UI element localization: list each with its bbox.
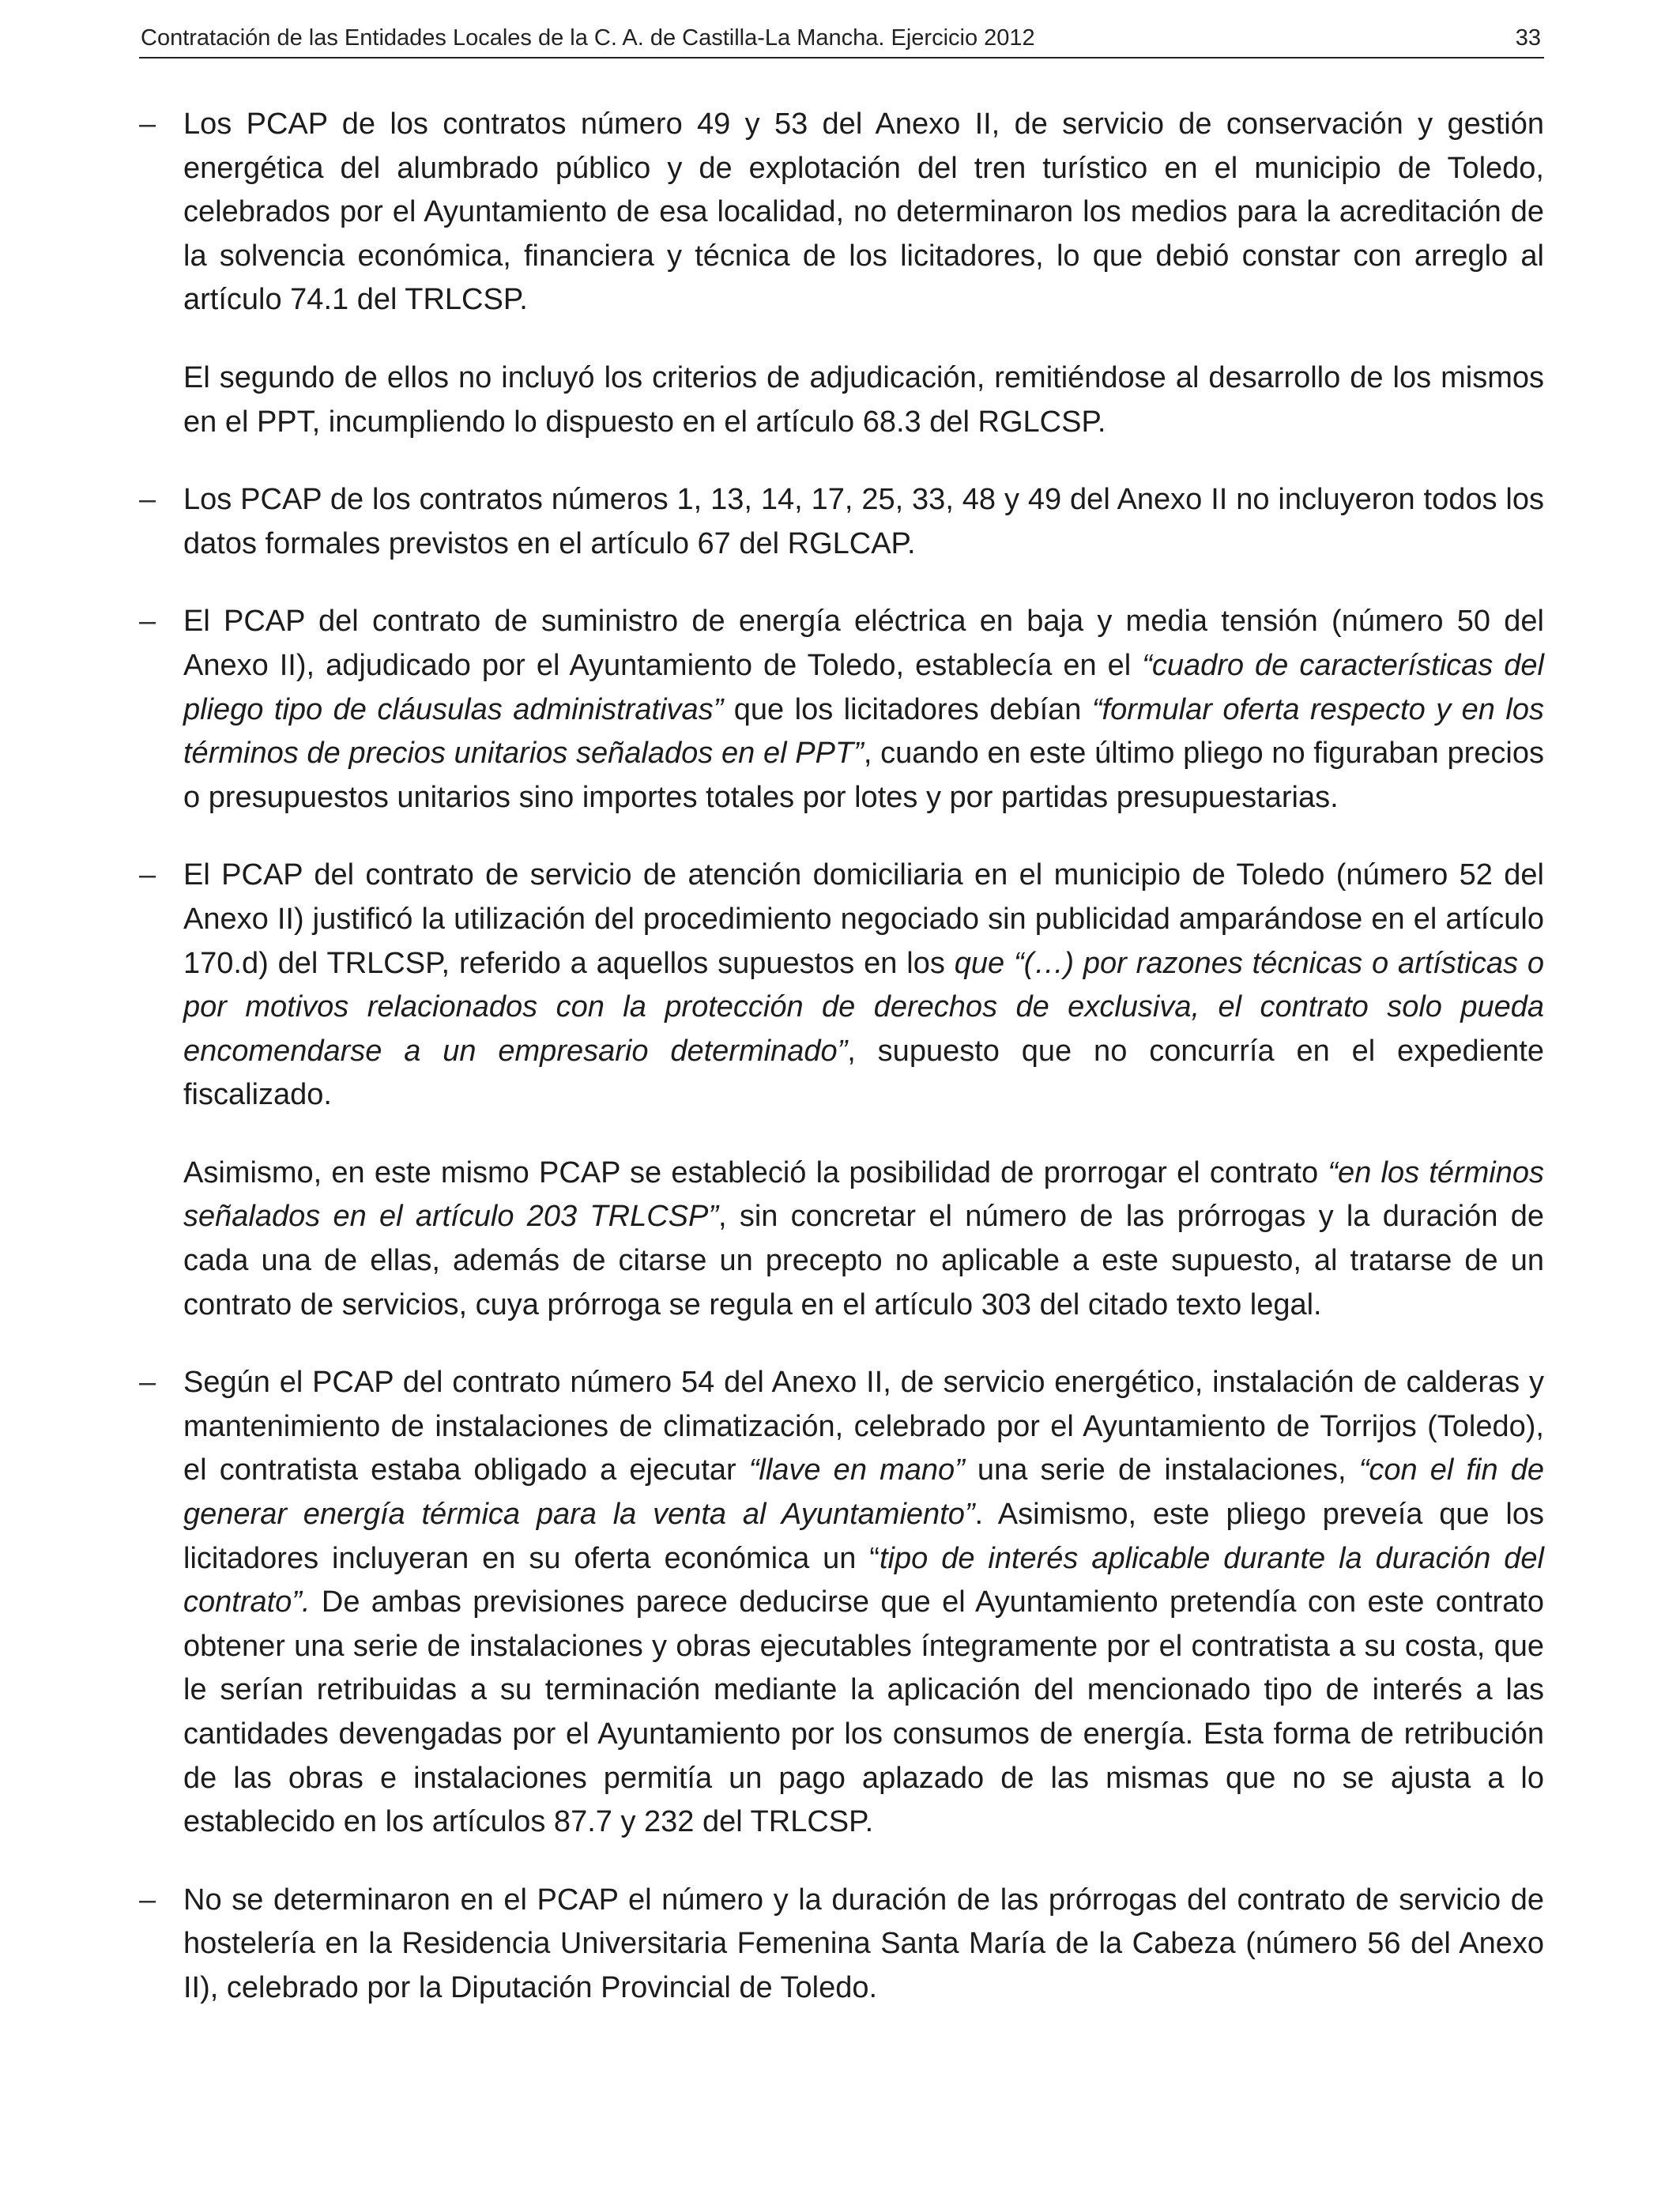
quoted-text: tipo de interés aplicable durante la duración del contrato”. [183,1541,1544,1619]
paragraph-text: El PCAP del contrato de servicio de atención domiciliaria en el municipio de Toledo (número 52 del Anexo II) justificó la utilización del procedimiento negociado sin publicidad amparándose en el artículo 170.d) del TRLCSP, referido a aquellos supuestos en los [183,858,1544,980]
paragraph [183,854,1544,1118]
list-item [139,854,1544,1327]
page-number: 33 [1515,25,1541,51]
header-title: Contratación de las Entidades Locales de la C. A. de Castilla-La Mancha. Ejercicio 2012 [141,25,1035,51]
paragraph-text: una serie de instalaciones, [964,1453,1359,1487]
paragraph [183,103,1544,322]
dash-bullet: – [139,483,156,517]
dash-bullet: – [139,1366,156,1400]
paragraph [183,356,1544,444]
paragraph-text: Según el PCAP del contrato número 54 del Anexo II, de servicio energético, instalación de calderas y mantenimiento de instalaciones de climatización, celebrado por el Ayuntamiento de Torrijos (Toledo), el contratista estaba obligado a ejecutar [183,1366,1544,1487]
paragraph [183,478,1544,566]
quoted-text: “cuadro de características del pliego tipo de cláusulas administrativas” [183,648,1544,726]
dash-bullet: – [139,1883,156,1917]
paragraph-text: , cuando en este último pliego no figuraban precios o presupuestos unitarios sino importes totales por lotes y por partidas presupuestarias. [183,737,1544,814]
paragraph [183,600,1544,820]
list-item [139,1361,1544,1845]
paragraph-text: Asimismo, en este mismo PCAP se estableció la posibilidad de prorrogar el contrato [183,1155,1328,1189]
list-item [139,600,1544,820]
running-header [139,22,1544,58]
paragraph-text: que los licitadores debían [723,692,1092,726]
paragraph-text: El PCAP del contrato de suministro de energía eléctrica en baja y media tensión (número 50 del Anexo II), adjudicado por el Ayuntamiento de Toledo, establecía en el [183,605,1544,682]
list-item [139,478,1544,566]
paragraph [183,1879,1544,2011]
paragraph-text: No se determinaron en el PCAP el número y la duración de las prórrogas del contrato de servicio de hostelería en la Residencia Universitaria Femenina Santa María de la Cabeza (número 56 del Anexo II), celebrado por la Diputación Provincial de Toledo. [183,1883,1544,2004]
quoted-text: “formular oferta respecto y en los términos de precios unitarios señalados en el PPT” [183,692,1544,771]
paragraph-text: , supuesto que no concurría en el expediente fiscalizado. [183,1034,1544,1112]
paragraph-text: De ambas previsiones parece deducirse que el Ayuntamiento pretendía con este contrato obtener una serie de instalaciones y obras ejecutables íntegramente por el contratista a su costa, que le serían retribuidas a su terminación mediante la aplicación del mencionado tipo de interés a las cantidades devengadas por el Ayuntamiento por los consumos de energía. Esta forma de retribución de las obras e instalaciones permitía un pago aplazado de las mismas que no se ajusta a lo establecido en los artículos 87.7 y 232 del TRLCSP. [183,1585,1544,1839]
paragraph-text: . Asimismo, este pliego preveía que los licitadores incluyeran en su oferta económica un “ [183,1498,1545,1575]
paragraph [183,1152,1544,1327]
paragraph-text: Los PCAP de los contratos números 1, 13, 14, 17, 25, 33, 48 y 49 del Anexo II no incluyeron todos los datos formales previstos en el artículo 67 del RGLCAP. [183,483,1544,560]
dash-bullet: – [139,605,156,639]
quoted-text: que “(…) por razones técnicas o artísticas o por motivos relacionados con la protección de derechos de exclusiva, el contrato solo pueda encomendarse a un empresario determinado” [183,946,1544,1068]
document-body [139,103,1544,2045]
dash-bullet: – [139,107,156,141]
dash-bullet: – [139,858,156,892]
paragraph-text: El segundo de ellos no incluyó los criterios de adjudicación, remitiéndose al desarrollo de los mismos en el PPT, incumpliendo lo dispuesto en el artículo 68.3 del RGLCSP. [183,360,1544,439]
paragraph-text: , sin concretar el número de las prórrogas y la duración de cada una de ellas, además de citarse un precepto no aplicable a este supuesto, al tratarse de un contrato de servicios, cuya prórroga se regula en el artículo 303 del citado texto legal. [183,1200,1544,1321]
quoted-text: “con el fin de generar energía térmica para la venta al Ayuntamiento” [183,1453,1544,1532]
quoted-text: “llave en mano” [748,1453,965,1487]
paragraph-text: Los PCAP de los contratos número 49 y 53 del Anexo II, de servicio de conservación y gestión energética del alumbrado público y de explotación del tren turístico en el municipio de Toledo, celebrados por el Ayuntamiento de esa localidad, no determinaron los medios para la acreditación de la solvencia económica, financiera y técnica de los licitadores, lo que debió constar con arreglo al artículo 74.1 del TRLCSP. [183,107,1544,317]
list-item [139,1879,1544,2011]
list-item [139,103,1544,444]
paragraph [183,1361,1544,1845]
quoted-text: “en los términos señalados en el artículo 203 TRLCSP” [183,1155,1545,1234]
